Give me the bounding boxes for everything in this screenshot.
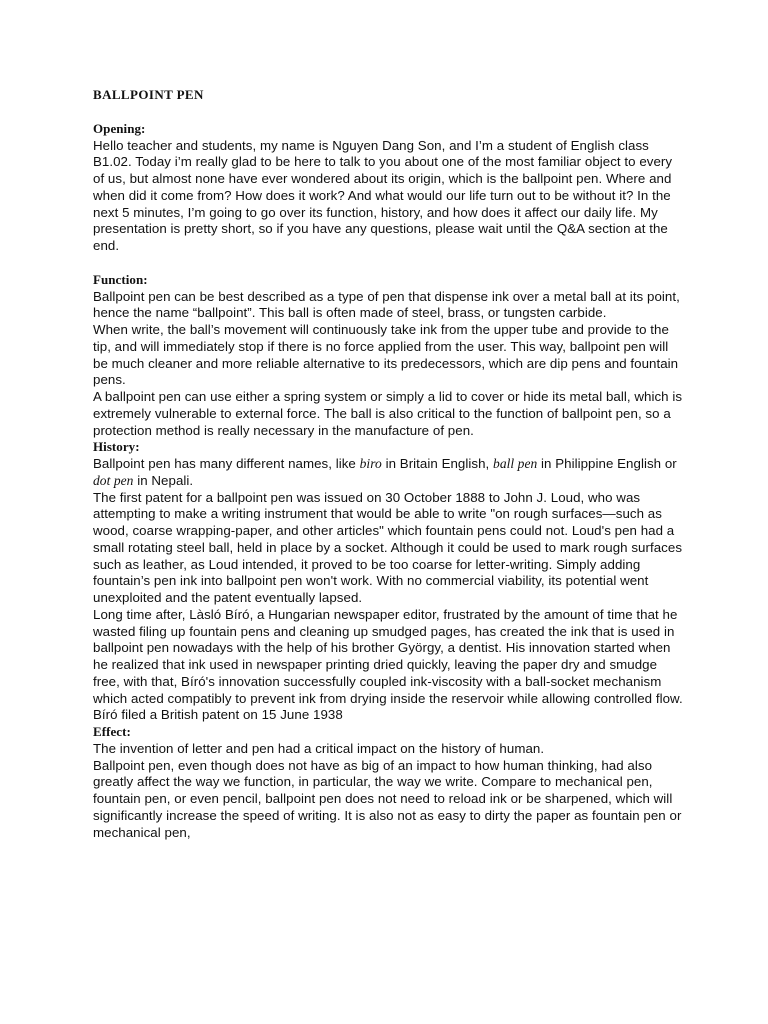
term-ball-pen: ball pen — [493, 456, 538, 471]
history-paragraph: Long time after, Làsló Bíró, a Hungarian newspaper editor, frustrated by the amount of time that he wasted filing up fountain pens and cleaning up smudged pages, has created the ink that is used in ballpoint pen nowadays with the help of his brother György, a dentist. His innovation started when he realized that ink used in newspaper printing dried quickly, leaving the paper dry and smudge free, with that, Bíró's innovation successfully coupled ink-viscosity with a ball-socket mechanism which acted compatibly to prevent ink from drying inside the reservoir while allowing controlled flow. Bíró filed a British patent on 15 June 1938 — [93, 606, 683, 723]
history-paragraph: The first patent for a ballpoint pen was issued on 30 October 1888 to John J. Loud, who was attempting to make a writing instrument that would be able to write "on rough surfaces—such as wood, coarse wrapping-paper, and other articles" which fountain pens could not. Loud's pen had a small rotating steel ball, held in place by a socket. Although it could be used to mark rough surfaces such as leather, as Loud intended, it proved to be too coarse for letter-writing. Simply adding fountain’s pen ink into ballpoint pen won't work. With no commercial viability, its potential went unexploited and the patent eventually lapsed. — [93, 489, 683, 605]
section-spacer — [93, 255, 685, 272]
function-paragraph: A ballpoint pen can use either a spring system or simply a lid to cover or hide its metal ball, which is extremely vulnerable to external force. The ball is also critical to the function of ballpoint pen, so a protection method is really necessary in the manufacture of pen. — [93, 389, 683, 438]
opening-paragraph: Hello teacher and students, my name is Nguyen Dang Son, and I’m a student of English class B1.02. Today i’m really glad to be here to talk to you about one of the most familiar object to every of us, but almost none have ever wondered about its origin, which is the ballpoint pen. Where and when did it come from? How does it work? And what would our life turn out to be without it? In the next 5 minutes, I’m going to go over its function, history, and how does it affect our daily life. My presentation is pretty short, so if you have any questions, please wait until the Q&A section at the end. — [93, 137, 673, 253]
history-names-paragraph — [93, 456, 685, 490]
document-body — [93, 87, 685, 841]
function-paragraph: When write, the ball’s movement will continuously take ink from the upper tube and provide to the tip, and will immediately stop if there is no force applied from the user. This way, ballpoint pen will be much cleaner and more reliable alternative to its predecessors, which are dip pens and fountain pens. — [93, 322, 679, 388]
document-title: BALLPOINT PEN — [93, 87, 204, 102]
function-heading: Function: — [93, 271, 148, 287]
effect-heading: Effect: — [93, 724, 131, 739]
history-names-text: in Britain English, — [381, 456, 494, 471]
term-biro: biro — [359, 456, 382, 471]
history-names-text: in Nepali. — [133, 472, 194, 488]
term-dot-pen: dot pen — [93, 472, 134, 488]
effect-paragraph: Ballpoint pen, even though does not have as big of an impact to how human thinking, had also greatly affect the way we function, in particular, the way we write. Compare to mechanical pen, fountain pen, or even pencil, ballpoint pen does not need to reload ink or be sharpened, which will significantly increase the speed of writing. It is also not as easy to dirty the paper as fountain pen or mechanical pen, — [93, 757, 682, 840]
history-heading: History: — [93, 439, 140, 455]
opening-heading: Opening: — [93, 120, 146, 136]
section-opening — [93, 121, 685, 255]
section-history — [93, 439, 685, 724]
history-names-text: in Philippine English or — [537, 456, 677, 471]
section-function — [93, 272, 685, 440]
section-effect — [93, 724, 685, 841]
function-paragraph: Ballpoint pen can be best described as a type of pen that dispense ink over a metal ball at its point, hence the name “ballpoint”. This ball is often made of steel, brass, or tungsten carbide. — [93, 288, 680, 321]
effect-paragraph: The invention of letter and pen had a critical impact on the history of human. — [93, 740, 545, 756]
history-names-text: Ballpoint pen has many different names, like — [93, 456, 360, 471]
